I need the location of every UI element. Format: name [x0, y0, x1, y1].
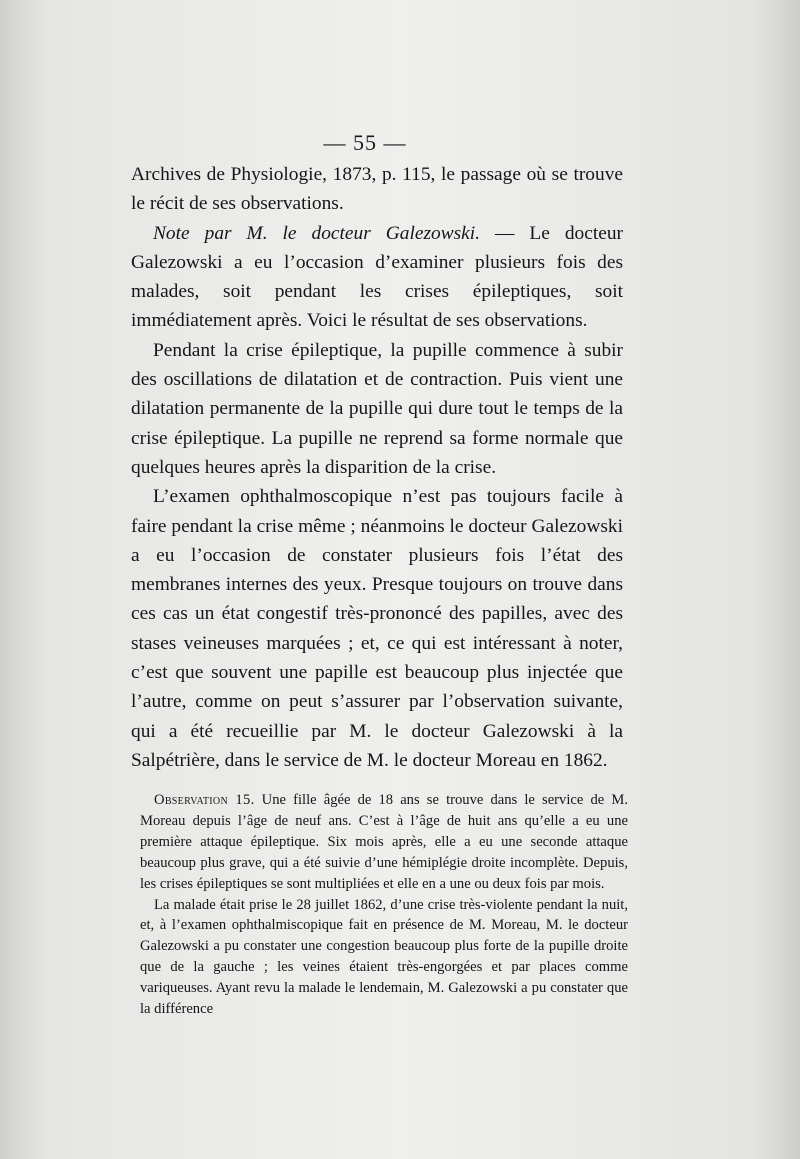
- paragraph-ophthalmoscopic-exam: L’examen ophthalmoscopique n’est pas toujours facile à faire pendant la crise même ; néanmoins le docteur Galezowski a eu l’occasion de constater plusieurs fois l’état des membranes internes des yeux. Presque toujours on trouve dans ces cas un état congestif très-prononcé des papilles, avec des stases veineuses marquées ; et, ce qui est intéressant à noter, c’est que souvent une papille est beaucoup plus injectée que l’autre, comme on peut s’assurer par l’observation suivante, qui a été recueillie par M. le docteur Galezowski à la Salpétrière, dans le service de M. le docteur Moreau en 1862.: [131, 486, 623, 771]
- page-number: — 55 —: [323, 130, 407, 155]
- paragraph-pupil-dilation: Pendant la crise épileptique, la pupille commence à subir des oscillations de dilatation et de contraction. Puis vient une dilatation permanente de la pupille qui dure tout le temps de la crise épileptique. La pupille ne reprend sa forme normale que quelques heures après la disparition de la crise.: [131, 339, 623, 478]
- observation-text: Une fille âgée de 18 ans se trouve dans le service de M. Moreau depuis l’âge de neuf ans. C’est à l’âge de huit ans qu’elle a eu une première attaque épileptique. Six mois après, elle a eu une seconde attaque beaucoup plus grave, qui a été suivie d’une hémiplégie droite incomplète. Depuis, les crises épileptiques se sont multipliées et elle en a une ou deux fois par mois.: [140, 792, 628, 892]
- observation-label: Observation 15.: [154, 792, 255, 808]
- observation-paragraph-2: La malade était prise le 28 juillet 1862, d’une crise très-violente pendant la nuit, et, à l’examen ophthalmiscopique fait en présence de M. Moreau, M. le docteur Galezowski a pu constater une congestion beaucoup plus forte de la pupille droite que de la gauche ; les veines étaient très-engorgées et par places comme variqueuses. Ayant revu la malade le lendemain, M. Galezowski a pu constater que la différence: [140, 896, 628, 1018]
- note-text: — Le docteur Galezowski a eu l’occasion d’examiner plusieurs fois des malades, soit pendant les crises épileptiques, soit immédiatement après. Voici le résultat de ses observations.: [131, 222, 624, 332]
- main-text: [131, 160, 623, 775]
- note-title: Note par M. le docteur Galezowski.: [153, 222, 481, 244]
- paragraph-archives-reference: Archives de Physiologie, 1873, p. 115, le passage où se trouve le récit de ses observations.: [131, 164, 623, 215]
- observation-paragraph: [140, 790, 628, 895]
- paragraph-galezowski-note: [131, 219, 623, 336]
- observation-block: [140, 790, 628, 1020]
